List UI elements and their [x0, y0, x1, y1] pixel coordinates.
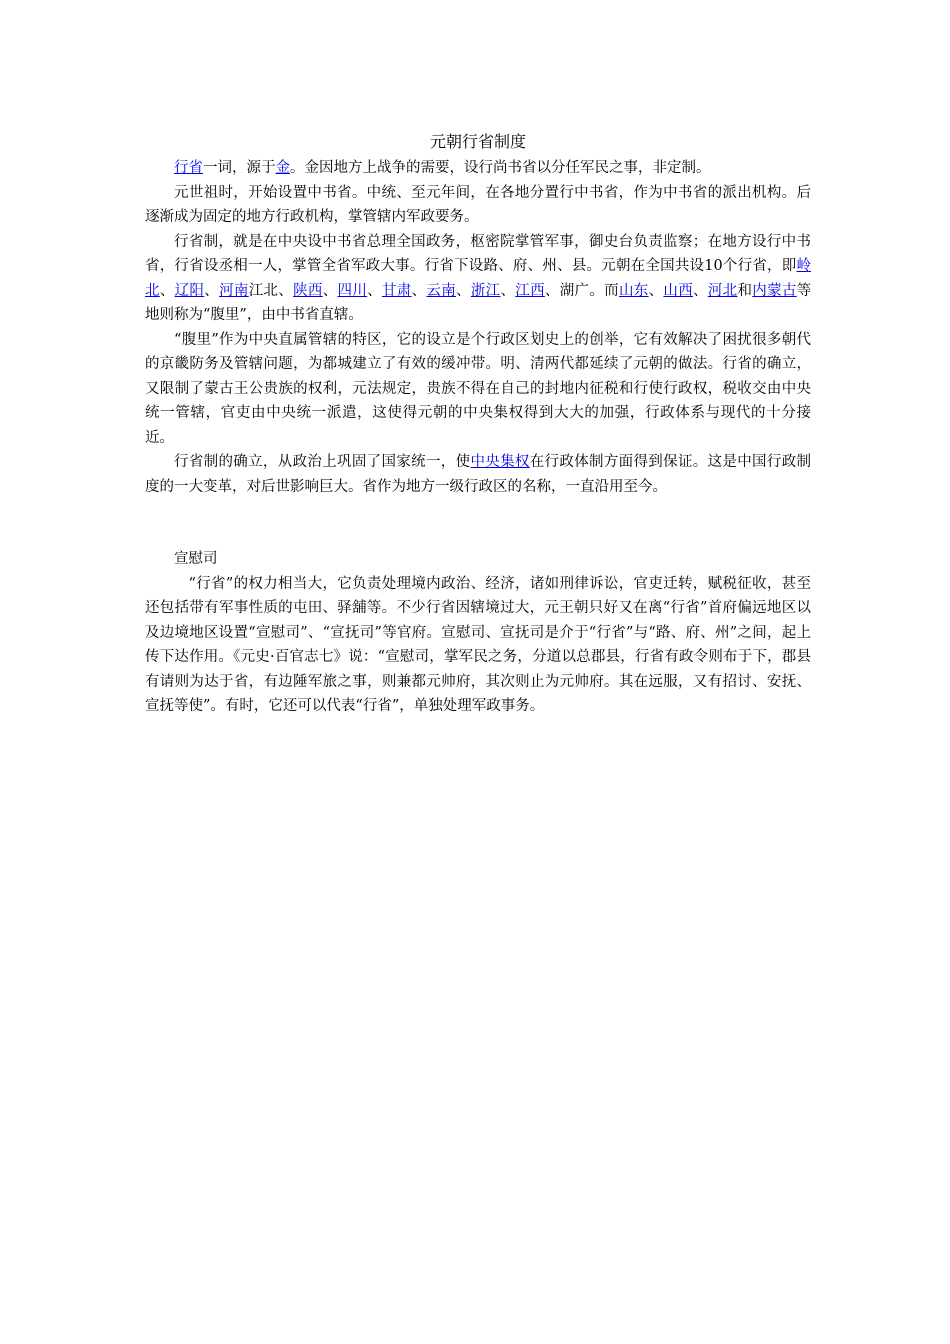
text-segment: 。金因地方上战争的需要，设行尚书省以分任军民之事，非定制。	[290, 160, 711, 176]
text-segment: 行省制的确立，从政治上巩固了国家统一，使	[174, 454, 471, 470]
paragraph-fuli: “腹里”作为中央直属管辖的特区，它的设立是个行政区划史上的创举，它有效解决了困扰很多朝代的京畿防务及管辖问题，为都城建立了有效的缓冲带。明、清两代都延续了元朝的做法。行省的确立，又限制了蒙古王公贵族的权利，元法规定，贵族不得在自己的封地内征税和行使行政权，税收交由中央统一管辖，官吏由中央统一派遣，这使得元朝的中央集权得到大大的加强，行政体系与现代的十分接近。	[145, 331, 811, 446]
link-shaanxi[interactable]: 陕西	[293, 282, 323, 299]
section-heading-xuanweisi: 宣慰司	[174, 551, 218, 567]
link-zhejiang[interactable]: 浙江	[470, 282, 501, 299]
text-segment: 和	[737, 282, 753, 299]
separator: 、	[648, 282, 664, 299]
link-henan[interactable]: 河南	[219, 282, 249, 299]
link-shanxi[interactable]: 山西	[663, 282, 694, 299]
link-sichuan[interactable]: 四川	[337, 282, 368, 299]
separator: 、	[411, 282, 427, 299]
link-lingbei[interactable]: 岭北	[145, 258, 811, 299]
text-segment: 一词，源于	[203, 160, 276, 176]
link-jin[interactable]: 金	[275, 160, 290, 176]
separator: 、	[322, 282, 338, 299]
link-zhongyangjiquan[interactable]: 中央集权	[470, 454, 530, 470]
separator: 、	[204, 282, 220, 299]
text-segment: 等地则称为“腹里”，由中书省直辖。	[145, 282, 812, 323]
text-segment: 江北、	[248, 282, 294, 299]
separator: 、	[159, 282, 175, 299]
link-gansu[interactable]: 甘肃	[381, 282, 412, 299]
text-segment: 在行政体制方面得到保证。这是中国行政制度的一大变革，对后世影响巨大。省作为地方一级行政区的名称，一直沿用至今。	[145, 454, 812, 495]
link-jiangxi[interactable]: 江西	[515, 282, 545, 299]
text-segment: 行省制，就是在中央设中书省总理全国政务，枢密院掌管军事，御史台负责监察；在地方设行中书省，行省设丞相一人，掌管全省军政大事。行省下设路、府、州、县。元朝在全国共设10个行省，即	[145, 233, 811, 274]
link-yunnan[interactable]: 云南	[426, 282, 457, 299]
link-xingsheng[interactable]: 行省	[174, 160, 203, 176]
separator: 、	[456, 282, 471, 299]
link-liaoyang[interactable]: 辽阳	[174, 282, 205, 299]
section-gap	[145, 499, 811, 547]
paragraph-significance	[145, 450, 811, 499]
paragraph-yuan-shizu: 元世祖时，开始设置中书省。中统、至元年间，在各地分置行中书省，作为中书省的派出机构。后逐渐成为固定的地方行政机构，掌管辖内军政要务。	[145, 184, 811, 225]
link-hebei[interactable]: 河北	[707, 282, 738, 299]
document-body	[145, 130, 811, 719]
paragraph-origin	[145, 156, 811, 181]
paragraph-xuanweisi: “行省”的权力相当大，它负责处理境内政治、经济，诸如刑律诉讼，官吏迁转，赋税征收，甚至还包括带有军事性质的屯田、驿舖等。不少行省因辖境过大，元王朝只好又在离“行省”首府偏远地区以及边境地区设置“宣慰司”、“宣抚司”等官府。宣慰司、宣抚司是介于“行省”与“路、府、州”之间，起上传下达作用。《元史·百官志七》说：“宣慰司，掌军民之务，分道以总郡县，行省有政令则布于下，郡县有请则为达于省，有边陲军旅之事，则兼都元帅府，其次则止为元帅府。其在远服，又有招讨、安抚、宣抚等使”。有时，它还可以代表“行省”，单独处理军政事务。	[145, 575, 811, 714]
paragraph-xingsheng-system	[145, 230, 811, 328]
link-neimenggu[interactable]: 内蒙古	[752, 282, 797, 299]
separator: 、	[367, 282, 382, 299]
separator: 、	[693, 282, 708, 299]
link-shandong[interactable]: 山东	[618, 282, 649, 299]
text-segment: 、湖广。而	[544, 282, 619, 299]
separator: 、	[500, 282, 516, 299]
document-title: 元朝行省制度	[429, 132, 526, 151]
